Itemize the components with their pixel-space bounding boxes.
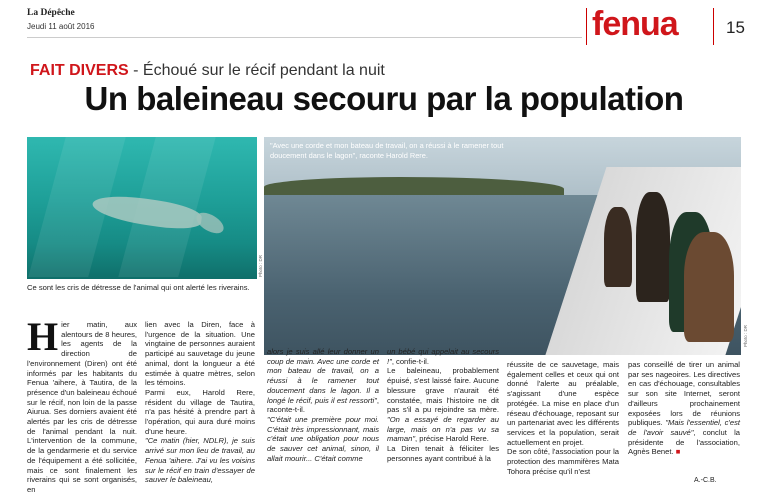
newspaper-name: La Dépêche: [27, 8, 75, 18]
photo1-caption: Ce sont les cris de détresse de l'animal qui ont alerté les riverains.: [27, 283, 250, 292]
rescuer-figure: [604, 207, 632, 287]
author-signature: A.-C.B.: [694, 477, 717, 484]
whale-tail-shape: [193, 209, 227, 238]
rescuer-figure: [636, 192, 670, 302]
article-column-4: un bébé qui appelait au secours !", confie-t-il. Le baleineau, probablement épuisé, s'est laissé faire. Aucune blessure grave n'aurait été constatée, mais l'histoire ne dit pas s'il a pu rejoindre sa mère. "On a essayé de regarder au large, mais on n'a pas vu sa maman", précise Harold Rere. La Diren tenait à féliciter les personnes ayant contribué à la: [387, 347, 499, 463]
article-column-5: réussite de ce sauvetage, mais également celles et ceux qui ont donné l'alerte au préalable, s'agissant d'une espèce protégée. La mise en place d'un réseau d'échouage, reposant sur un partenariat avec les différents services et la population, serait actuellement en projet. De son côté, l'association pour la protection des mammifères Mata Tohora précise qu'il n'est: [507, 360, 619, 476]
end-mark: ■: [675, 447, 681, 457]
headline: Un baleineau secouru par la population: [84, 80, 684, 117]
header-rule: [27, 37, 582, 38]
issue-date: Jeudi 11 août 2016: [27, 22, 95, 31]
article-column-2: lien avec la Diren, face à l'urgence de la situation. Une vingtaine de personnes auraient participé au sauvetage du jeune animal, dont la longueur a été estimée à quatre mètres, selon les témoins. Parmi eux, Harold Rere, résident du village de Tautira, n'a pas hésité à prendre part à l'opération, qui aura duré moins d'une heure. "Ce matin (hier, NDLR), je suis arrivé sur mon lieu de travail, au Fenua 'aihere. J'ai vu les voisins sur le récif en train d'essayer de sauver le baleineau,: [145, 320, 255, 485]
article-column-6: pas conseillé de tirer un animal par ses nageoires. Les directives en cas d'échouage, consultables sur son site Internet, seront d'ailleurs prochainement exposées lors de réunions publiques. "Mais l'essentiel, c'est de l'avoir sauvé", conclut la présidente de l'association, Agnès Benet. ■: [628, 360, 740, 457]
kicker-subtitle: Échoué sur le récif pendant la nuit: [142, 62, 385, 79]
section-title: fenua: [592, 5, 678, 43]
article-kicker: [30, 62, 385, 80]
photo1-credit: Photo : DR: [258, 255, 263, 278]
article-column-3: alors je suis allé leur donner un coup de main. Avec une corde et mon bateau de travail, on a réussi à le ramener tout doucement dans le lagon. Il a longé le récif, puis il est ressorti", raconte-t-il. "C'était une première pour moi. C'était très impressionnant, mais c'était une obligation pour nous de sauver cet animal, sinon, il allait mourir... C'était comme: [267, 347, 379, 463]
underwater-whale-photo: [27, 137, 257, 279]
kicker-rubric: FAIT DIVERS: [30, 62, 129, 79]
article-column-1: Hier matin, aux alentours de 8 heures, les agents de la direction de l'environnement (Diren) ont été informés par les habitants du Fenua 'aihere, à Tautira, de la présence d'un baleineau échoué sur le récif, non loin de la passe Aiurua. Ses dorniers avaient été alertés par les cris de détresse de l'animal pendant la nuit. L'intervention de la commune, de la gendarmerie et du service de l'équipement a été sollicitée, mais ce sont finalement les riverains qui se sont organisés, en: [27, 314, 137, 494]
rescue-boat-photo: [264, 137, 741, 355]
photo2-credit: Photo : DR: [743, 325, 748, 348]
drop-cap: H: [27, 314, 59, 359]
page-number: 15: [726, 18, 745, 37]
photo2-caption: "Avec une corde et mon bateau de travail, on a réussi à le ramener tout doucement dans le lagon", raconte Harold Rere.: [270, 141, 504, 160]
kicker-separator: -: [128, 62, 143, 79]
rescuer-figure: [684, 232, 734, 342]
